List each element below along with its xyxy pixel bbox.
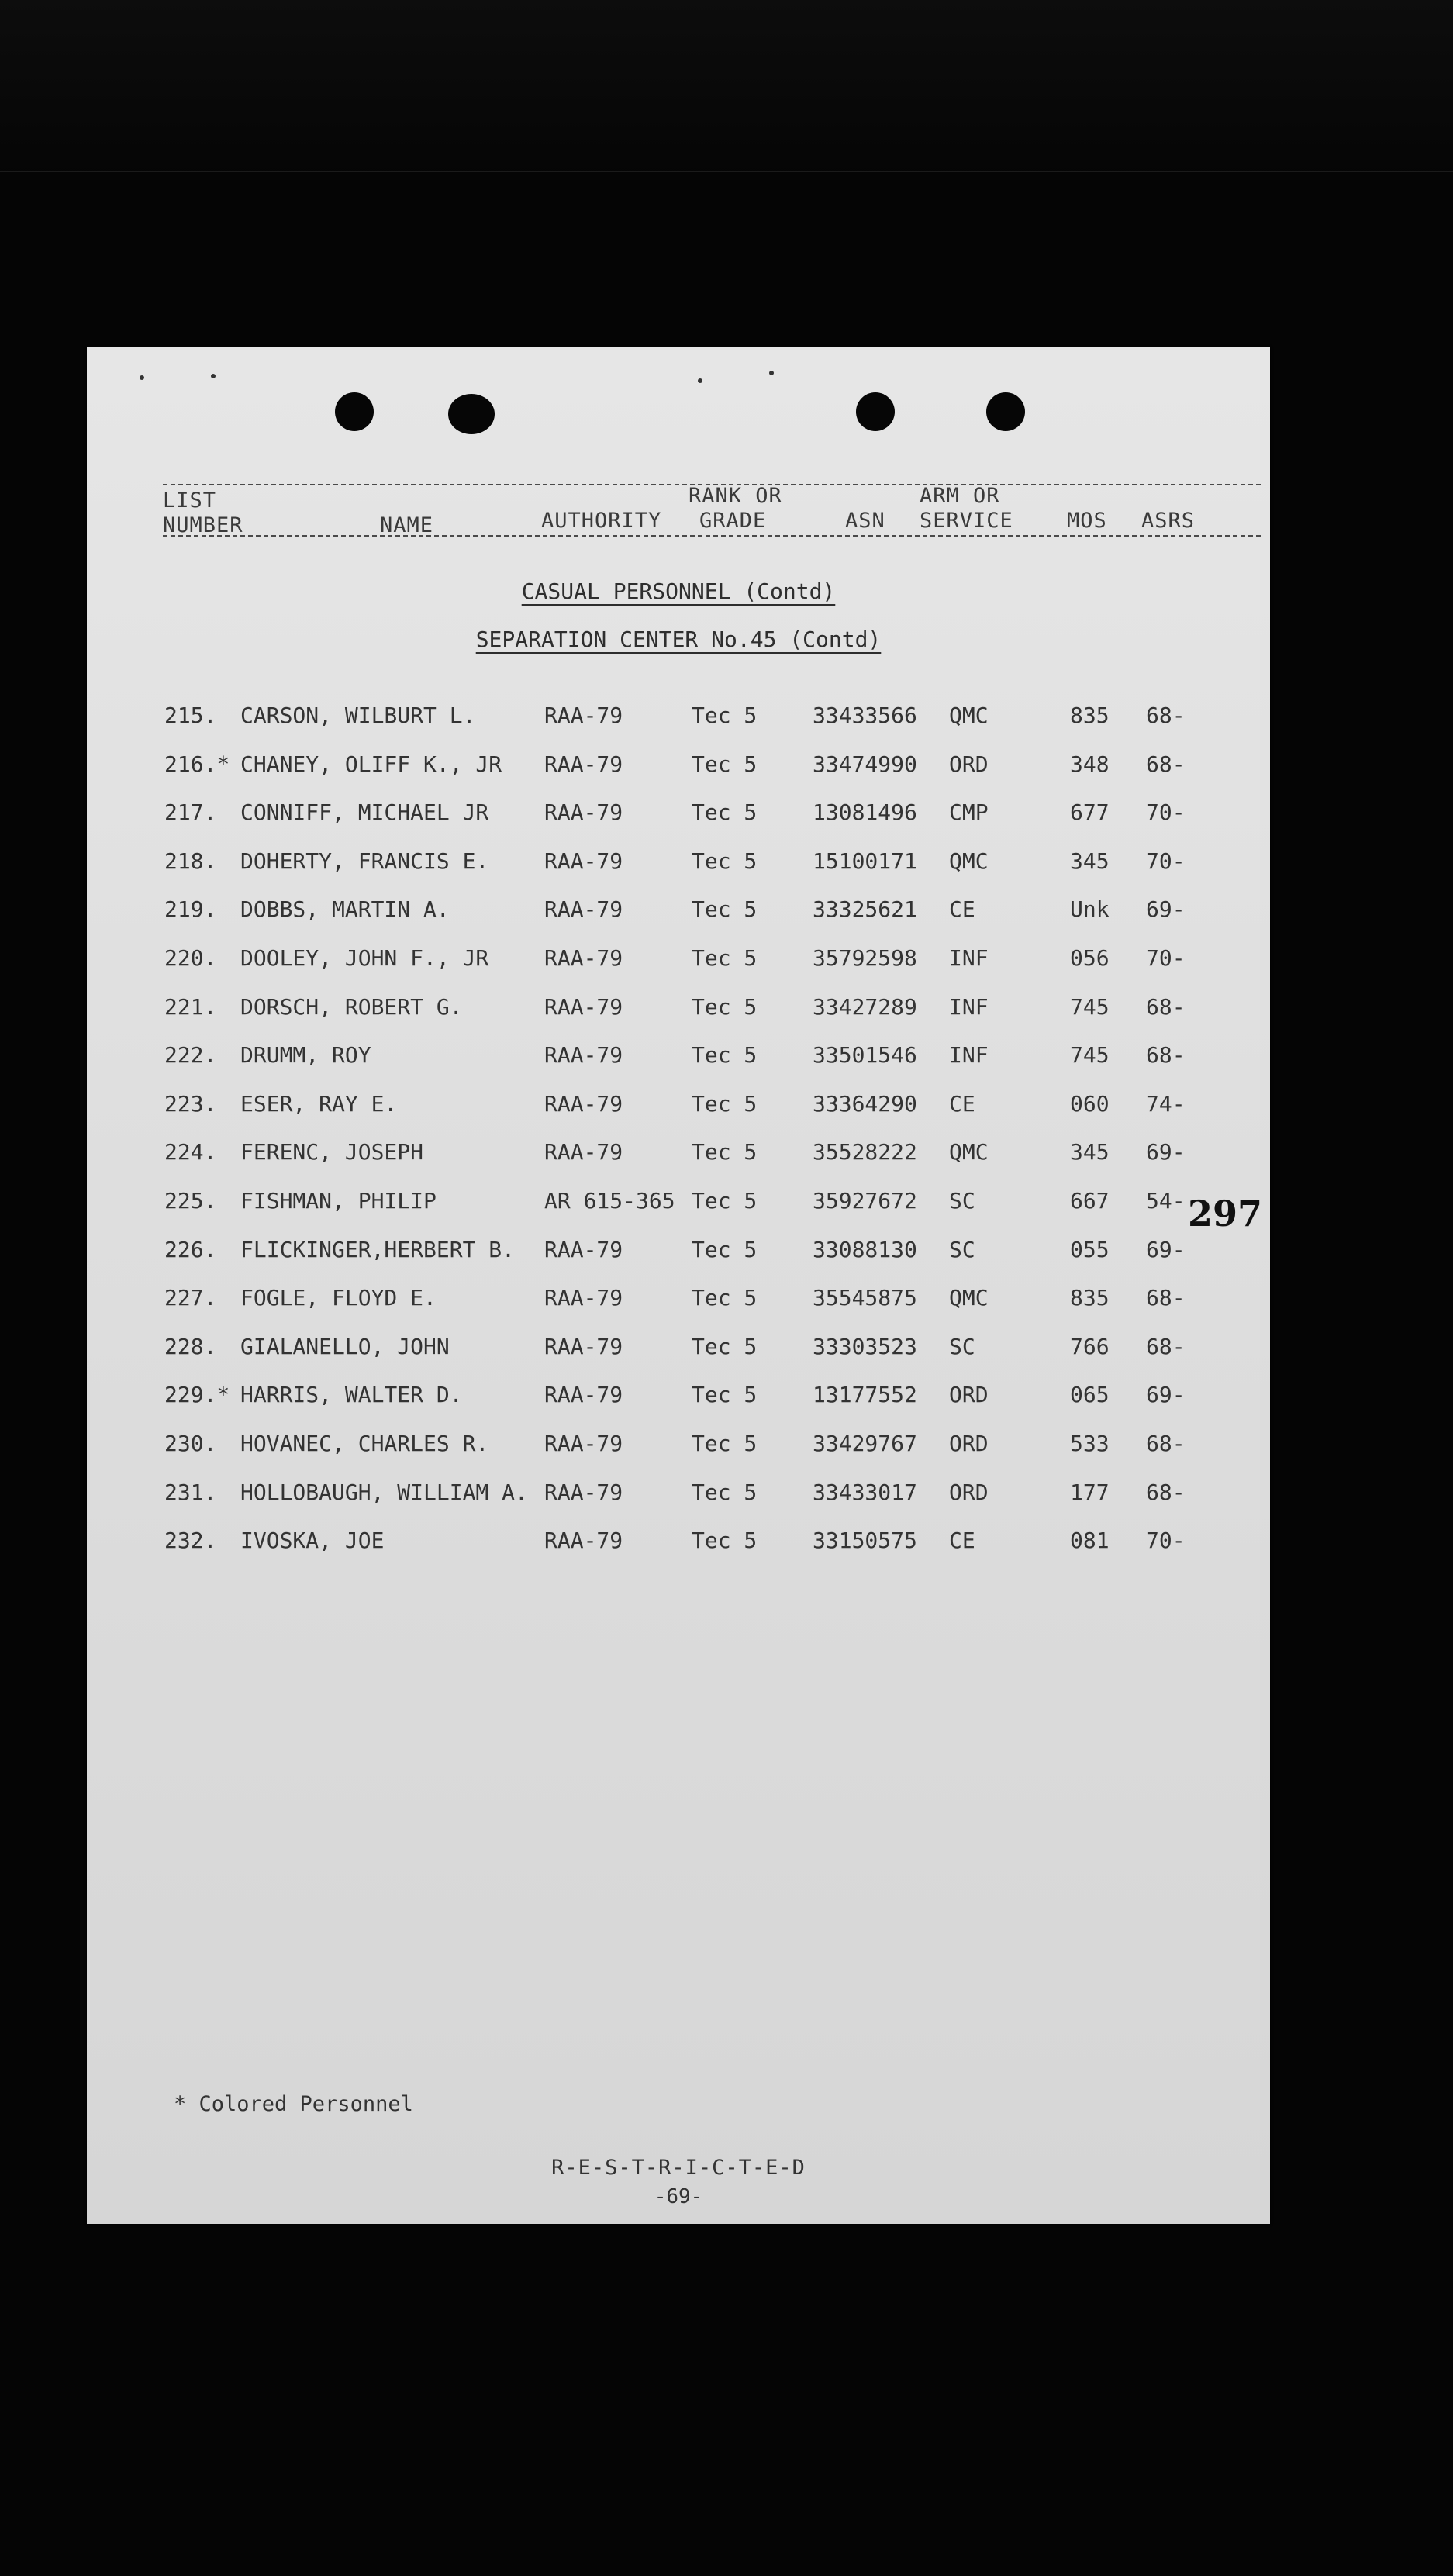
name-cell: DRUMM, ROY [240,1042,371,1068]
asrs-cell: 70- [1146,1528,1186,1553]
asrs-cell: 70- [1146,799,1186,825]
asn-cell: 33150575 [813,1528,917,1553]
list-number: 219. [164,896,217,922]
asrs-cell: 68- [1146,1431,1186,1456]
asrs-cell: 68- [1146,703,1186,728]
header-rank-line2: GRADE [699,509,767,533]
authority-cell: RAA-79 [544,994,623,1020]
table-row [87,1139,1270,1178]
mos-cell: 060 [1070,1091,1110,1117]
list-number: 226. [164,1237,217,1262]
authority-cell: RAA-79 [544,751,623,777]
name-cell: FLICKINGER,HERBERT B. [240,1237,516,1262]
punch-hole [856,392,895,431]
list-number: 228. [164,1334,217,1359]
table-row [87,1091,1270,1130]
asn-cell: 33325621 [813,896,917,922]
list-number: 221. [164,994,217,1020]
grade-cell: Tec 5 [692,945,758,971]
asn-cell: 33427289 [813,994,917,1020]
authority-cell: RAA-79 [544,1139,623,1165]
table-row [87,848,1270,887]
asn-cell: 33474990 [813,751,917,777]
asn-cell: 33429767 [813,1431,917,1456]
list-number: 231. [164,1480,217,1505]
authority-cell: RAA-79 [544,703,623,728]
speck [140,375,144,380]
name-cell: DOHERTY, FRANCIS E. [240,848,489,874]
table-row [87,945,1270,984]
film-top-band [0,0,1453,178]
asrs-cell: 70- [1146,945,1186,971]
authority-cell: RAA-79 [544,1334,623,1359]
authority-cell: RAA-79 [544,1528,623,1553]
mos-cell: 835 [1070,703,1110,728]
asn-cell: 33364290 [813,1091,917,1117]
mos-cell: 081 [1070,1528,1110,1553]
grade-cell: Tec 5 [692,1285,758,1310]
name-cell: FISHMAN, PHILIP [240,1188,437,1214]
asrs-cell: 69- [1146,1139,1186,1165]
film-streak [0,171,1453,172]
asrs-cell: 54- [1146,1188,1186,1214]
list-number: 224. [164,1139,217,1165]
name-cell: DOBBS, MARTIN A. [240,896,450,922]
section-title: CASUAL PERSONNEL (Contd) [521,578,836,604]
document-page [87,347,1270,2224]
name-cell: HARRIS, WALTER D. [240,1382,463,1407]
list-number: 215. [164,703,217,728]
arm-service-cell: QMC [949,703,989,728]
table-row [87,1334,1270,1373]
table-row [87,1188,1270,1227]
asn-cell: 35528222 [813,1139,917,1165]
list-number: 218. [164,848,217,874]
table-row [87,896,1270,935]
header-asn: ASN [845,509,885,533]
authority-cell: RAA-79 [544,848,623,874]
mos-cell: 177 [1070,1480,1110,1505]
list-number: 230. [164,1431,217,1456]
table-row [87,994,1270,1033]
speck [211,374,216,378]
authority-cell: RAA-79 [544,1042,623,1068]
asn-cell: 33501546 [813,1042,917,1068]
name-cell: ESER, RAY E. [240,1091,398,1117]
arm-service-cell: CE [949,1528,975,1553]
mos-cell: Unk [1070,896,1110,922]
grade-cell: Tec 5 [692,1334,758,1359]
authority-cell: RAA-79 [544,1237,623,1262]
arm-service-cell: SC [949,1188,975,1214]
name-cell: GIALANELLO, JOHN [240,1334,450,1359]
asrs-cell: 69- [1146,896,1186,922]
arm-service-cell: INF [949,945,989,971]
header-arm-line1: ARM OR [920,484,1000,508]
arm-service-cell: SC [949,1334,975,1359]
grade-cell: Tec 5 [692,1188,758,1214]
mos-cell: 055 [1070,1237,1110,1262]
name-cell: FOGLE, FLOYD E. [240,1285,437,1310]
mos-cell: 345 [1070,1139,1110,1165]
asn-cell: 13081496 [813,799,917,825]
page-stamp-number: 297 [1188,1193,1263,1234]
asn-cell: 15100171 [813,848,917,874]
arm-service-cell: ORD [949,1382,989,1407]
grade-cell: Tec 5 [692,1528,758,1553]
arm-service-cell: QMC [949,1139,989,1165]
grade-cell: Tec 5 [692,799,758,825]
arm-service-cell: ORD [949,1480,989,1505]
grade-cell: Tec 5 [692,1431,758,1456]
asn-cell: 35927672 [813,1188,917,1214]
asrs-cell: 68- [1146,751,1186,777]
mos-cell: 677 [1070,799,1110,825]
authority-cell: RAA-79 [544,1480,623,1505]
speck [769,371,774,375]
grade-cell: Tec 5 [692,703,758,728]
mos-cell: 056 [1070,945,1110,971]
list-number: 229.* [164,1382,230,1407]
grade-cell: Tec 5 [692,1042,758,1068]
arm-service-cell: INF [949,994,989,1020]
punch-hole [448,394,495,434]
asrs-cell: 68- [1146,1285,1186,1310]
asrs-cell: 69- [1146,1382,1186,1407]
asn-cell: 33433017 [813,1480,917,1505]
authority-cell: RAA-79 [544,1431,623,1456]
mos-cell: 348 [1070,751,1110,777]
name-cell: FERENC, JOSEPH [240,1139,424,1165]
header-arm-line2: SERVICE [920,509,1013,533]
asrs-cell: 68- [1146,1042,1186,1068]
list-number: 222. [164,1042,217,1068]
asrs-cell: 68- [1146,994,1186,1020]
grade-cell: Tec 5 [692,994,758,1020]
asn-cell: 35792598 [813,945,917,971]
asn-cell: 33433566 [813,703,917,728]
list-number: 216.* [164,751,230,777]
header-asrs: ASRS [1141,509,1196,533]
mos-cell: 766 [1070,1334,1110,1359]
asn-cell: 33303523 [813,1334,917,1359]
mos-cell: 745 [1070,1042,1110,1068]
mos-cell: 065 [1070,1382,1110,1407]
list-number: 223. [164,1091,217,1117]
list-number: 220. [164,945,217,971]
mos-cell: 345 [1070,848,1110,874]
table-row [87,1382,1270,1421]
arm-service-cell: QMC [949,848,989,874]
table-row [87,1237,1270,1276]
name-cell: HOVANEC, CHARLES R. [240,1431,489,1456]
arm-service-cell: SC [949,1237,975,1262]
list-number: 217. [164,799,217,825]
name-cell: CARSON, WILBURT L. [240,703,476,728]
header-rank-line1: RANK OR [689,484,782,508]
grade-cell: Tec 5 [692,896,758,922]
authority-cell: RAA-79 [544,799,623,825]
page-number: -69- [654,2185,703,2208]
asn-cell: 13177552 [813,1382,917,1407]
header-list-line2: NUMBER [163,513,243,537]
header-authority: AUTHORITY [541,509,662,533]
header-mos: MOS [1067,509,1107,533]
grade-cell: Tec 5 [692,1382,758,1407]
authority-cell: RAA-79 [544,1285,623,1310]
asrs-cell: 68- [1146,1480,1186,1505]
name-cell: IVOSKA, JOE [240,1528,385,1553]
table-row [87,703,1270,741]
name-cell: DOOLEY, JOHN F., JR [240,945,489,971]
grade-cell: Tec 5 [692,1237,758,1262]
mos-cell: 835 [1070,1285,1110,1310]
table-row [87,1285,1270,1324]
arm-service-cell: CE [949,896,975,922]
arm-service-cell: CMP [949,799,989,825]
speck [698,378,702,383]
table-row [87,1480,1270,1518]
asrs-cell: 74- [1146,1091,1186,1117]
mos-cell: 533 [1070,1431,1110,1456]
list-number: 232. [164,1528,217,1553]
grade-cell: Tec 5 [692,751,758,777]
asrs-cell: 69- [1146,1237,1186,1262]
arm-service-cell: ORD [949,1431,989,1456]
asn-cell: 35545875 [813,1285,917,1310]
mos-cell: 667 [1070,1188,1110,1214]
grade-cell: Tec 5 [692,1139,758,1165]
authority-cell: RAA-79 [544,896,623,922]
restricted-marking: R-E-S-T-R-I-C-T-E-D [551,2156,806,2180]
arm-service-cell: CE [949,1091,975,1117]
authority-cell: RAA-79 [544,945,623,971]
asrs-cell: 68- [1146,1334,1186,1359]
authority-cell: AR 615-365 [544,1188,675,1214]
grade-cell: Tec 5 [692,1480,758,1505]
table-row [87,1431,1270,1469]
authority-cell: RAA-79 [544,1091,623,1117]
table-row [87,1042,1270,1081]
mos-cell: 745 [1070,994,1110,1020]
header-list-line1: LIST [163,489,217,513]
footnote: * Colored Personnel [174,2092,413,2116]
table-row [87,751,1270,790]
name-cell: DORSCH, ROBERT G. [240,994,463,1020]
asrs-cell: 70- [1146,848,1186,874]
arm-service-cell: QMC [949,1285,989,1310]
section-subtitle: SEPARATION CENTER No.45 (Contd) [475,627,882,652]
grade-cell: Tec 5 [692,1091,758,1117]
grade-cell: Tec 5 [692,848,758,874]
table-row [87,1528,1270,1566]
asn-cell: 33088130 [813,1237,917,1262]
name-cell: CHANEY, OLIFF K., JR [240,751,502,777]
authority-cell: RAA-79 [544,1382,623,1407]
list-number: 225. [164,1188,217,1214]
name-cell: HOLLOBAUGH, WILLIAM A. [240,1480,528,1505]
punch-hole [986,392,1025,431]
list-number: 227. [164,1285,217,1310]
arm-service-cell: INF [949,1042,989,1068]
header-name: NAME [380,513,434,537]
table-row [87,799,1270,838]
name-cell: CONNIFF, MICHAEL JR [240,799,489,825]
header-rule-bottom [163,535,1261,537]
punch-hole [335,392,374,431]
arm-service-cell: ORD [949,751,989,777]
